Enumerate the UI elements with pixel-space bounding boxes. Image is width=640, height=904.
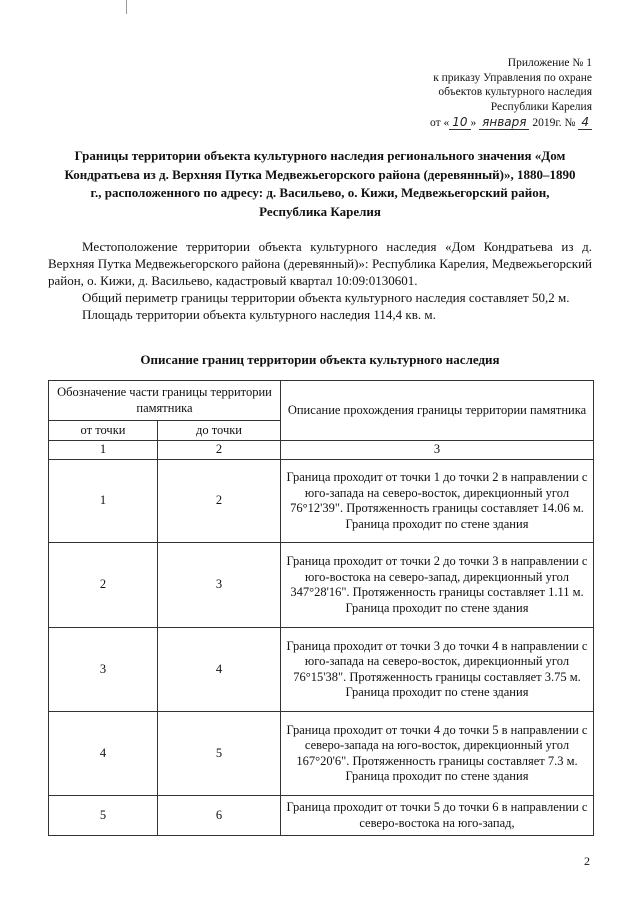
header-description: Описание прохождения границы территории памятника (281, 381, 594, 441)
header-from-point: от точки (49, 421, 158, 441)
cell-to-point: 3 (158, 543, 281, 628)
column-number: 3 (281, 441, 594, 460)
order-date-line (362, 115, 592, 131)
section-title: Описание границ территории объекта культурного наследия (140, 352, 500, 367)
cell-to-point: 6 (158, 796, 281, 836)
table-row (49, 628, 594, 712)
cell-from-point: 1 (49, 460, 158, 543)
table-column-number-row (49, 441, 594, 460)
appendix-header (362, 56, 592, 131)
table-row (49, 712, 594, 796)
cell-description: Граница проходит от точки 2 до точки 3 в направлении с юго-востока на северо-запад, дирекционный угол 347°28'16". Протяженность границы составляет 1.11 м. Граница проходит по стене здания (281, 543, 594, 628)
date-suffix: 2019г. № (529, 117, 576, 129)
cell-from-point: 4 (49, 712, 158, 796)
cell-from-point: 5 (49, 796, 158, 836)
table-header-row (49, 381, 594, 421)
handwritten-order-number: 4 (578, 115, 592, 130)
column-number: 1 (49, 441, 158, 460)
header-boundary-part: Обозначение части границы территории памятника (49, 381, 281, 421)
appendix-line-4: Республики Карелия (490, 100, 592, 113)
boundary-table (48, 380, 594, 836)
scan-edge-mark (126, 0, 127, 14)
page-number: 2 (584, 854, 590, 868)
column-number: 2 (158, 441, 281, 460)
cell-from-point: 3 (49, 628, 158, 712)
cell-to-point: 5 (158, 712, 281, 796)
date-prefix: от « (429, 117, 450, 129)
cell-to-point: 2 (158, 460, 281, 543)
cell-description: Граница проходит от точки 3 до точки 4 в направлении с юго-запада на северо-восток, дирекционный угол 76°15'38". Протяженность границы составляет 3.75 м. Граница проходит по стене здания (281, 628, 594, 712)
document-title: Границы территории объекта культурного наследия регионального значения «Дом Кондратьева из д. Верхняя Путка Медвежьегорского района (деревянный)», 1880–1890 г., расположенного по адресу: д. Васильево, о. Кижи, Медвежьегорский район, Республика Карелия (64, 148, 576, 219)
table-row (49, 460, 594, 543)
cell-to-point: 4 (158, 628, 281, 712)
appendix-line-3: объектов культурного наследия (438, 86, 592, 98)
table-row (49, 543, 594, 628)
paragraph-location: Местоположение территории объекта культурного наследия «Дом Кондратьева из д. Верхняя Путка Медвежьегорского района (деревянный)»: Республика Карелия, Медвежьегорский район, о. Кижи, д. Васильево, кадастровый квартал 10:09:0130601. (48, 239, 592, 288)
appendix-line-1: Приложение № 1 (507, 57, 592, 69)
cell-description: Граница проходит от точки 4 до точки 5 в направлении с северо-запада на юго-восток, дирекционный угол 167°20'6". Протяженность границы составляет 7.3 м. Граница проходит по стене здания (281, 712, 594, 796)
handwritten-day: 10 (449, 115, 470, 130)
date-mid: » (470, 117, 480, 129)
paragraph-perimeter: Общий периметр границы территории объекта культурного наследия составляет 50,2 м. (82, 290, 570, 305)
appendix-line-2: к приказу Управления по охране (433, 71, 592, 84)
cell-description: Граница проходит от точки 1 до точки 2 в направлении с юго-запада на северо-восток, дирекционный угол 76°12'39". Протяженность границы составляет 14.06 м. Граница проходит по стене здания (281, 460, 594, 543)
table-row (49, 796, 594, 836)
header-to-point: до точки (158, 421, 281, 441)
body-text (48, 238, 592, 323)
cell-from-point: 2 (49, 543, 158, 628)
cell-description: Граница проходит от точки 5 до точки 6 в направлении с северо-востока на юго-запад, (281, 796, 594, 836)
paragraph-area: Площадь территории объекта культурного наследия 114,4 кв. м. (82, 307, 436, 322)
handwritten-month: января (479, 115, 529, 130)
